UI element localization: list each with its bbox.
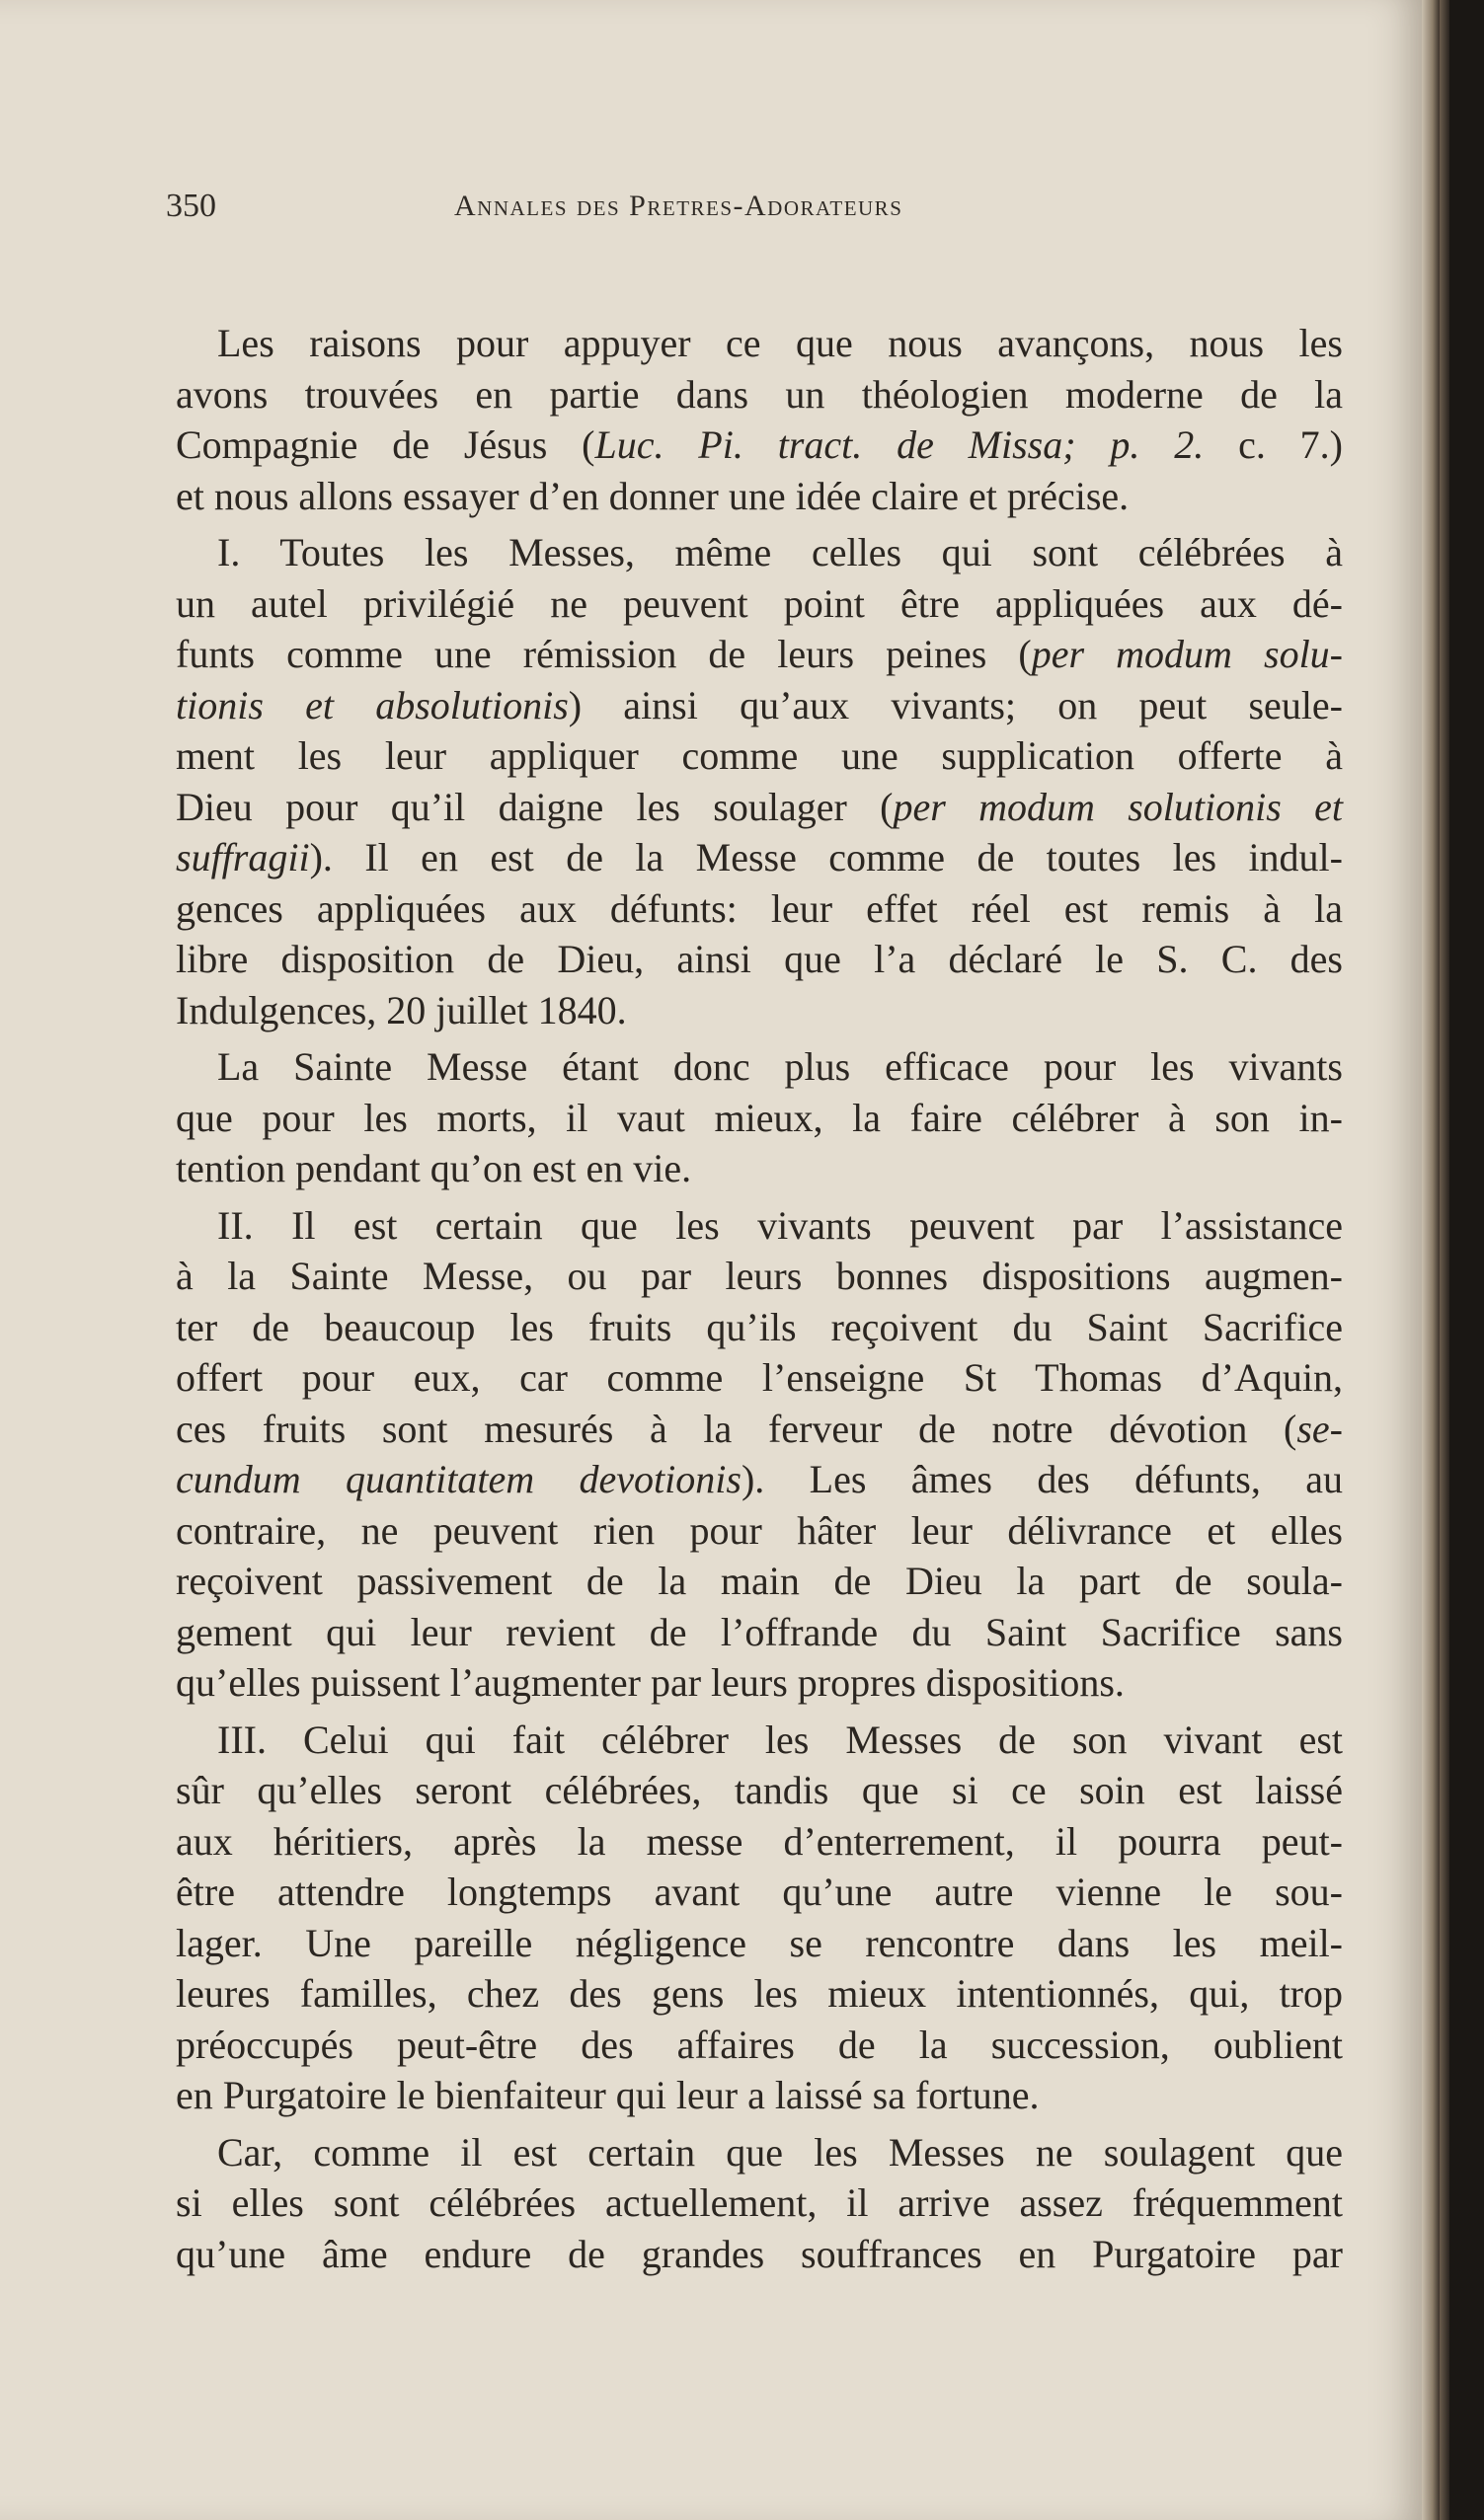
text-line — [176, 578, 1343, 630]
text-line — [176, 2177, 1343, 2229]
text-segment: ment les leur appliquer comme une supplication offerte à — [176, 733, 1343, 778]
text-line — [176, 985, 1343, 1036]
text-line — [176, 471, 1343, 522]
text-line — [176, 1715, 1343, 1766]
text-line — [176, 1505, 1343, 1557]
text-segment: gement qui leur revient de l’offrande du Saint Sacrifice sans — [176, 1609, 1343, 1654]
text-segment: un autel privilégié ne peuvent point être appliquées aux dé- — [176, 580, 1343, 626]
text-line — [176, 2020, 1343, 2071]
text-segment: gences appliquées aux défunts: leur effet réel est remis à la — [176, 885, 1343, 931]
text-line — [176, 420, 1343, 471]
text-segment: leures familles, chez des gens les mieux intentionnés, qui, trop — [176, 1971, 1343, 2016]
paragraph — [176, 2127, 1343, 2280]
text-segment: II. Il est certain que les vivants peuvent par l’assistance — [217, 1202, 1343, 1248]
paragraph — [176, 1715, 1343, 2121]
text-segment: ). Il en est de la Messe comme de toutes les indul- — [309, 835, 1343, 879]
page-header — [166, 188, 1351, 237]
text-segment: ). Les âmes des défunts, au — [741, 1457, 1343, 1501]
text-segment: préoccupés peut-être des affaires de la succession, oublient — [176, 2022, 1343, 2067]
text-line — [176, 1352, 1343, 1404]
paragraph — [176, 1041, 1343, 1194]
text-segment: si elles sont célébrées actuellement, il arrive assez fréquemment — [176, 2180, 1343, 2225]
text-segment: funts comme une rémission de leurs peines ( — [176, 632, 1032, 676]
text-line — [176, 1302, 1343, 1353]
paragraph — [176, 527, 1343, 1035]
paragraph — [176, 1200, 1343, 1709]
text-line — [176, 1918, 1343, 1969]
text-segment: La Sainte Messe étant donc plus efficace pour les vivants — [217, 1044, 1343, 1089]
text-line — [176, 1200, 1343, 1252]
text-line — [176, 1143, 1343, 1194]
text-segment: contraire, ne peuvent rien pour hâter leur délivrance et elles — [176, 1507, 1343, 1553]
text-line — [176, 369, 1343, 420]
text-line — [176, 1867, 1343, 1918]
text-segment: offert pour eux, car comme l’enseigne St Thomas d’Aquin, — [176, 1355, 1343, 1400]
italic-text: se- — [1296, 1406, 1343, 1451]
text-line — [176, 832, 1343, 883]
italic-text: per modum solu- — [1031, 632, 1343, 676]
text-segment: ces fruits sont mesurés à la ferveur de notre dévotion ( — [176, 1406, 1297, 1451]
text-segment: Dieu pour qu’il daigne les soulager ( — [176, 784, 894, 829]
text-segment: III. Celui qui fait célébrer les Messes de son vivant est — [217, 1717, 1343, 1762]
text-segment: que pour les morts, il vaut mieux, la faire célébrer à son in- — [176, 1095, 1343, 1140]
text-segment: tention pendant qu’on est en vie. — [176, 1146, 692, 1190]
text-segment: ) ainsi qu’aux vivants; on peut seule- — [568, 682, 1343, 727]
text-segment: Compagnie de Jésus ( — [176, 422, 595, 467]
text-segment: qu’une âme endure de grandes souffrances en Purgatoire par — [176, 2231, 1343, 2276]
text-segment: libre disposition de Dieu, ainsi que l’a déclaré le S. C. des — [176, 937, 1343, 981]
text-segment: reçoivent passivement de la main de Dieu la part de soula- — [176, 1559, 1343, 1603]
text-line — [176, 1556, 1343, 1607]
text-line — [176, 1404, 1343, 1455]
text-segment: qu’elles puissent l’augmenter par leurs propres dispositions. — [176, 1660, 1125, 1705]
text-segment: et nous allons essayer d’en donner une idée claire et précise. — [176, 473, 1130, 518]
body-text — [176, 318, 1343, 2279]
text-line — [176, 1093, 1343, 1144]
text-segment: Les raisons pour appuyer ce que nous avançons, nous les — [217, 321, 1343, 365]
page-number: 350 — [166, 188, 216, 224]
text-line — [176, 1657, 1343, 1709]
running-head: Annales des Pretres-Adorateurs — [454, 190, 903, 222]
text-segment: ter de beaucoup les fruits qu’ils reçoivent du Saint Sacrifice — [176, 1304, 1343, 1349]
text-line — [176, 883, 1343, 935]
text-segment: être attendre longtemps avant qu’une autre vienne le sou- — [176, 1870, 1343, 1914]
text-line — [176, 1454, 1343, 1505]
text-line — [176, 2127, 1343, 2178]
text-line — [176, 2070, 1343, 2121]
italic-text: cundum quantitatem devotionis — [176, 1457, 742, 1501]
text-segment: Car, comme il est certain que les Messes ne soulagent que — [217, 2129, 1343, 2175]
text-segment: avons trouvées en partie dans un théologien moderne de la — [176, 371, 1343, 417]
text-segment: à la Sainte Messe, ou par leurs bonnes dispositions augmen- — [176, 1254, 1343, 1298]
text-line — [176, 1607, 1343, 1658]
italic-text: per modum solutionis et — [893, 784, 1343, 829]
text-line — [176, 629, 1343, 680]
text-line — [176, 1251, 1343, 1302]
text-line — [176, 1765, 1343, 1816]
text-line — [176, 1816, 1343, 1868]
text-line — [176, 527, 1343, 578]
page-edge — [1422, 0, 1440, 2520]
text-segment: sûr qu’elles seront célébrées, tandis que si ce soin est laissé — [176, 1768, 1343, 1812]
text-line — [176, 934, 1343, 985]
text-line — [176, 1041, 1343, 1093]
text-line — [176, 680, 1343, 731]
text-segment: aux héritiers, après la messe d’enterrement, il pourra peut- — [176, 1818, 1343, 1864]
text-segment: en Purgatoire le bienfaiteur qui leur a laissé sa fortune. — [176, 2073, 1040, 2117]
book-spine-shadow — [1440, 0, 1449, 2520]
text-segment: c. 7.) — [1204, 422, 1344, 467]
paragraph — [176, 318, 1343, 521]
text-line — [176, 730, 1343, 782]
text-line — [176, 2229, 1343, 2280]
text-line — [176, 1968, 1343, 2020]
text-line — [176, 782, 1343, 833]
italic-text: tionis et absolutionis — [176, 682, 569, 727]
italic-text: suffragii — [176, 835, 310, 879]
text-segment: I. Toutes les Messes, même celles qui sont célébrées à — [217, 530, 1343, 574]
text-line — [176, 318, 1343, 369]
italic-text: Luc. Pi. tract. de Missa; p. 2. — [594, 422, 1205, 467]
text-segment: Indulgences, 20 juillet 1840. — [176, 987, 627, 1032]
text-segment: lager. Une pareille négligence se rencontre dans les meil- — [176, 1920, 1343, 1965]
